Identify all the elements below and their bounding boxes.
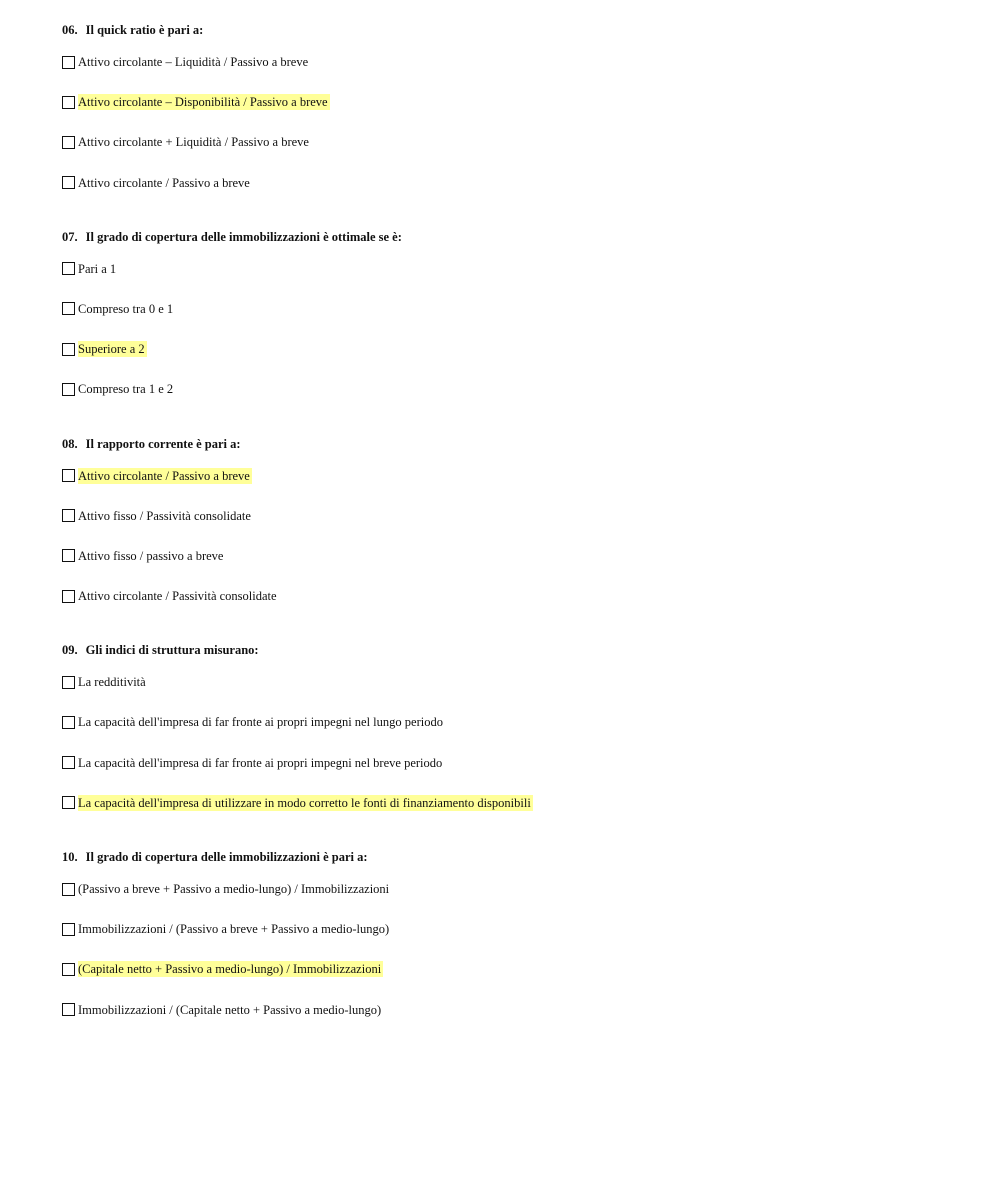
checkbox[interactable] [62,262,75,275]
checkbox[interactable] [62,176,75,189]
answer-option[interactable] [62,301,962,317]
option-label-highlighted: Attivo circolante / Passivo a breve [78,468,250,483]
option-label-highlighted: La capacità dell'impresa di utilizzare in modo corretto le fonti di finanziamento disponibili [78,795,531,810]
answer-option[interactable] [62,261,962,277]
checkbox[interactable] [62,756,75,769]
option-label: Compreso tra 0 e 1 [78,301,174,316]
option-label: Immobilizzazioni / (Passivo a breve + Passivo a medio-lungo) [78,922,390,937]
question-number: 10. [62,850,78,864]
option-label: Attivo fisso / passivo a breve [78,548,224,563]
answer-option[interactable] [62,795,962,811]
question-spacer [62,835,962,849]
checkbox[interactable] [62,56,75,69]
answer-option[interactable] [62,674,962,690]
option-label: (Passivo a breve + Passivo a medio-lungo) / Immobilizzazioni [78,882,390,896]
answer-option[interactable] [62,961,962,977]
checkbox[interactable] [62,883,75,896]
question-number: 09. [62,643,78,658]
option-label-highlighted: Attivo circolante – Disponibilità / Passivo a breve [78,95,328,110]
option-label: Immobilizzazioni / (Capitale netto + Passivo a medio-lungo) [78,1002,382,1017]
option-label-highlighted: Superiore a 2 [78,342,145,357]
question-number: 08. [62,436,78,451]
answer-option[interactable] [62,54,962,70]
question-text: Il grado di copertura delle immobilizzazioni è pari a: [85,850,368,864]
question-number: 06. [62,23,78,37]
option-label: La redditività [78,675,146,690]
checkbox[interactable] [62,590,75,603]
option-label: La capacità dell'impresa di far fronte ai propri impegni nel breve periodo [78,755,443,770]
checkbox[interactable] [62,302,75,315]
answer-option[interactable] [62,94,962,110]
quiz-page [62,22,962,1042]
question-spacer [62,422,962,436]
checkbox[interactable] [62,383,75,396]
answer-option[interactable] [62,175,962,191]
answer-option[interactable] [62,134,962,150]
checkbox[interactable] [62,1003,75,1016]
answer-option[interactable] [62,468,962,484]
question-title [62,642,962,658]
option-label: La capacità dell'impresa di far fronte ai propri impegni nel lungo periodo [78,715,443,730]
question-06 [62,22,962,191]
question-08 [62,436,962,605]
option-label: Attivo circolante / Passivo a breve [78,175,250,190]
checkbox[interactable] [62,716,75,729]
question-text: Il grado di copertura delle immobilizzazioni è ottimale se è: [85,229,402,244]
answer-option[interactable] [62,1002,962,1018]
question-number: 07. [62,229,78,244]
option-label: Attivo fisso / Passività consolidate [78,508,251,523]
question-text: Il rapporto corrente è pari a: [85,436,241,451]
checkbox[interactable] [62,549,75,562]
question-spacer [62,215,962,229]
answer-option[interactable] [62,714,962,730]
option-label: Attivo circolante / Passività consolidate [78,589,277,604]
question-title [62,849,962,865]
checkbox[interactable] [62,923,75,936]
answer-option[interactable] [62,381,962,397]
option-label-highlighted: (Capitale netto + Passivo a medio-lungo) / Immobilizzazioni [78,962,382,977]
checkbox[interactable] [62,343,75,356]
question-text: Gli indici di struttura misurano: [85,643,259,658]
checkbox[interactable] [62,96,75,109]
checkbox[interactable] [62,796,75,809]
answer-option[interactable] [62,508,962,524]
option-label: Attivo circolante + Liquidità / Passivo a breve [78,135,309,150]
option-label: Compreso tra 1 e 2 [78,382,174,397]
question-title [62,229,962,245]
answer-option[interactable] [62,588,962,604]
question-title [62,436,962,452]
question-07 [62,229,962,398]
checkbox[interactable] [62,469,75,482]
option-label: Attivo circolante – Liquidità / Passivo a breve [78,55,309,69]
checkbox[interactable] [62,136,75,149]
answer-option[interactable] [62,341,962,357]
checkbox[interactable] [62,676,75,689]
question-text: Il quick ratio è pari a: [85,23,204,37]
question-title [62,22,962,38]
answer-option[interactable] [62,755,962,771]
answer-option[interactable] [62,548,962,564]
checkbox[interactable] [62,963,75,976]
question-spacer [62,628,962,642]
question-10 [62,849,962,1018]
question-09 [62,642,962,811]
checkbox[interactable] [62,509,75,522]
option-label: Pari a 1 [78,261,117,276]
answer-option[interactable] [62,881,962,897]
answer-option[interactable] [62,921,962,937]
